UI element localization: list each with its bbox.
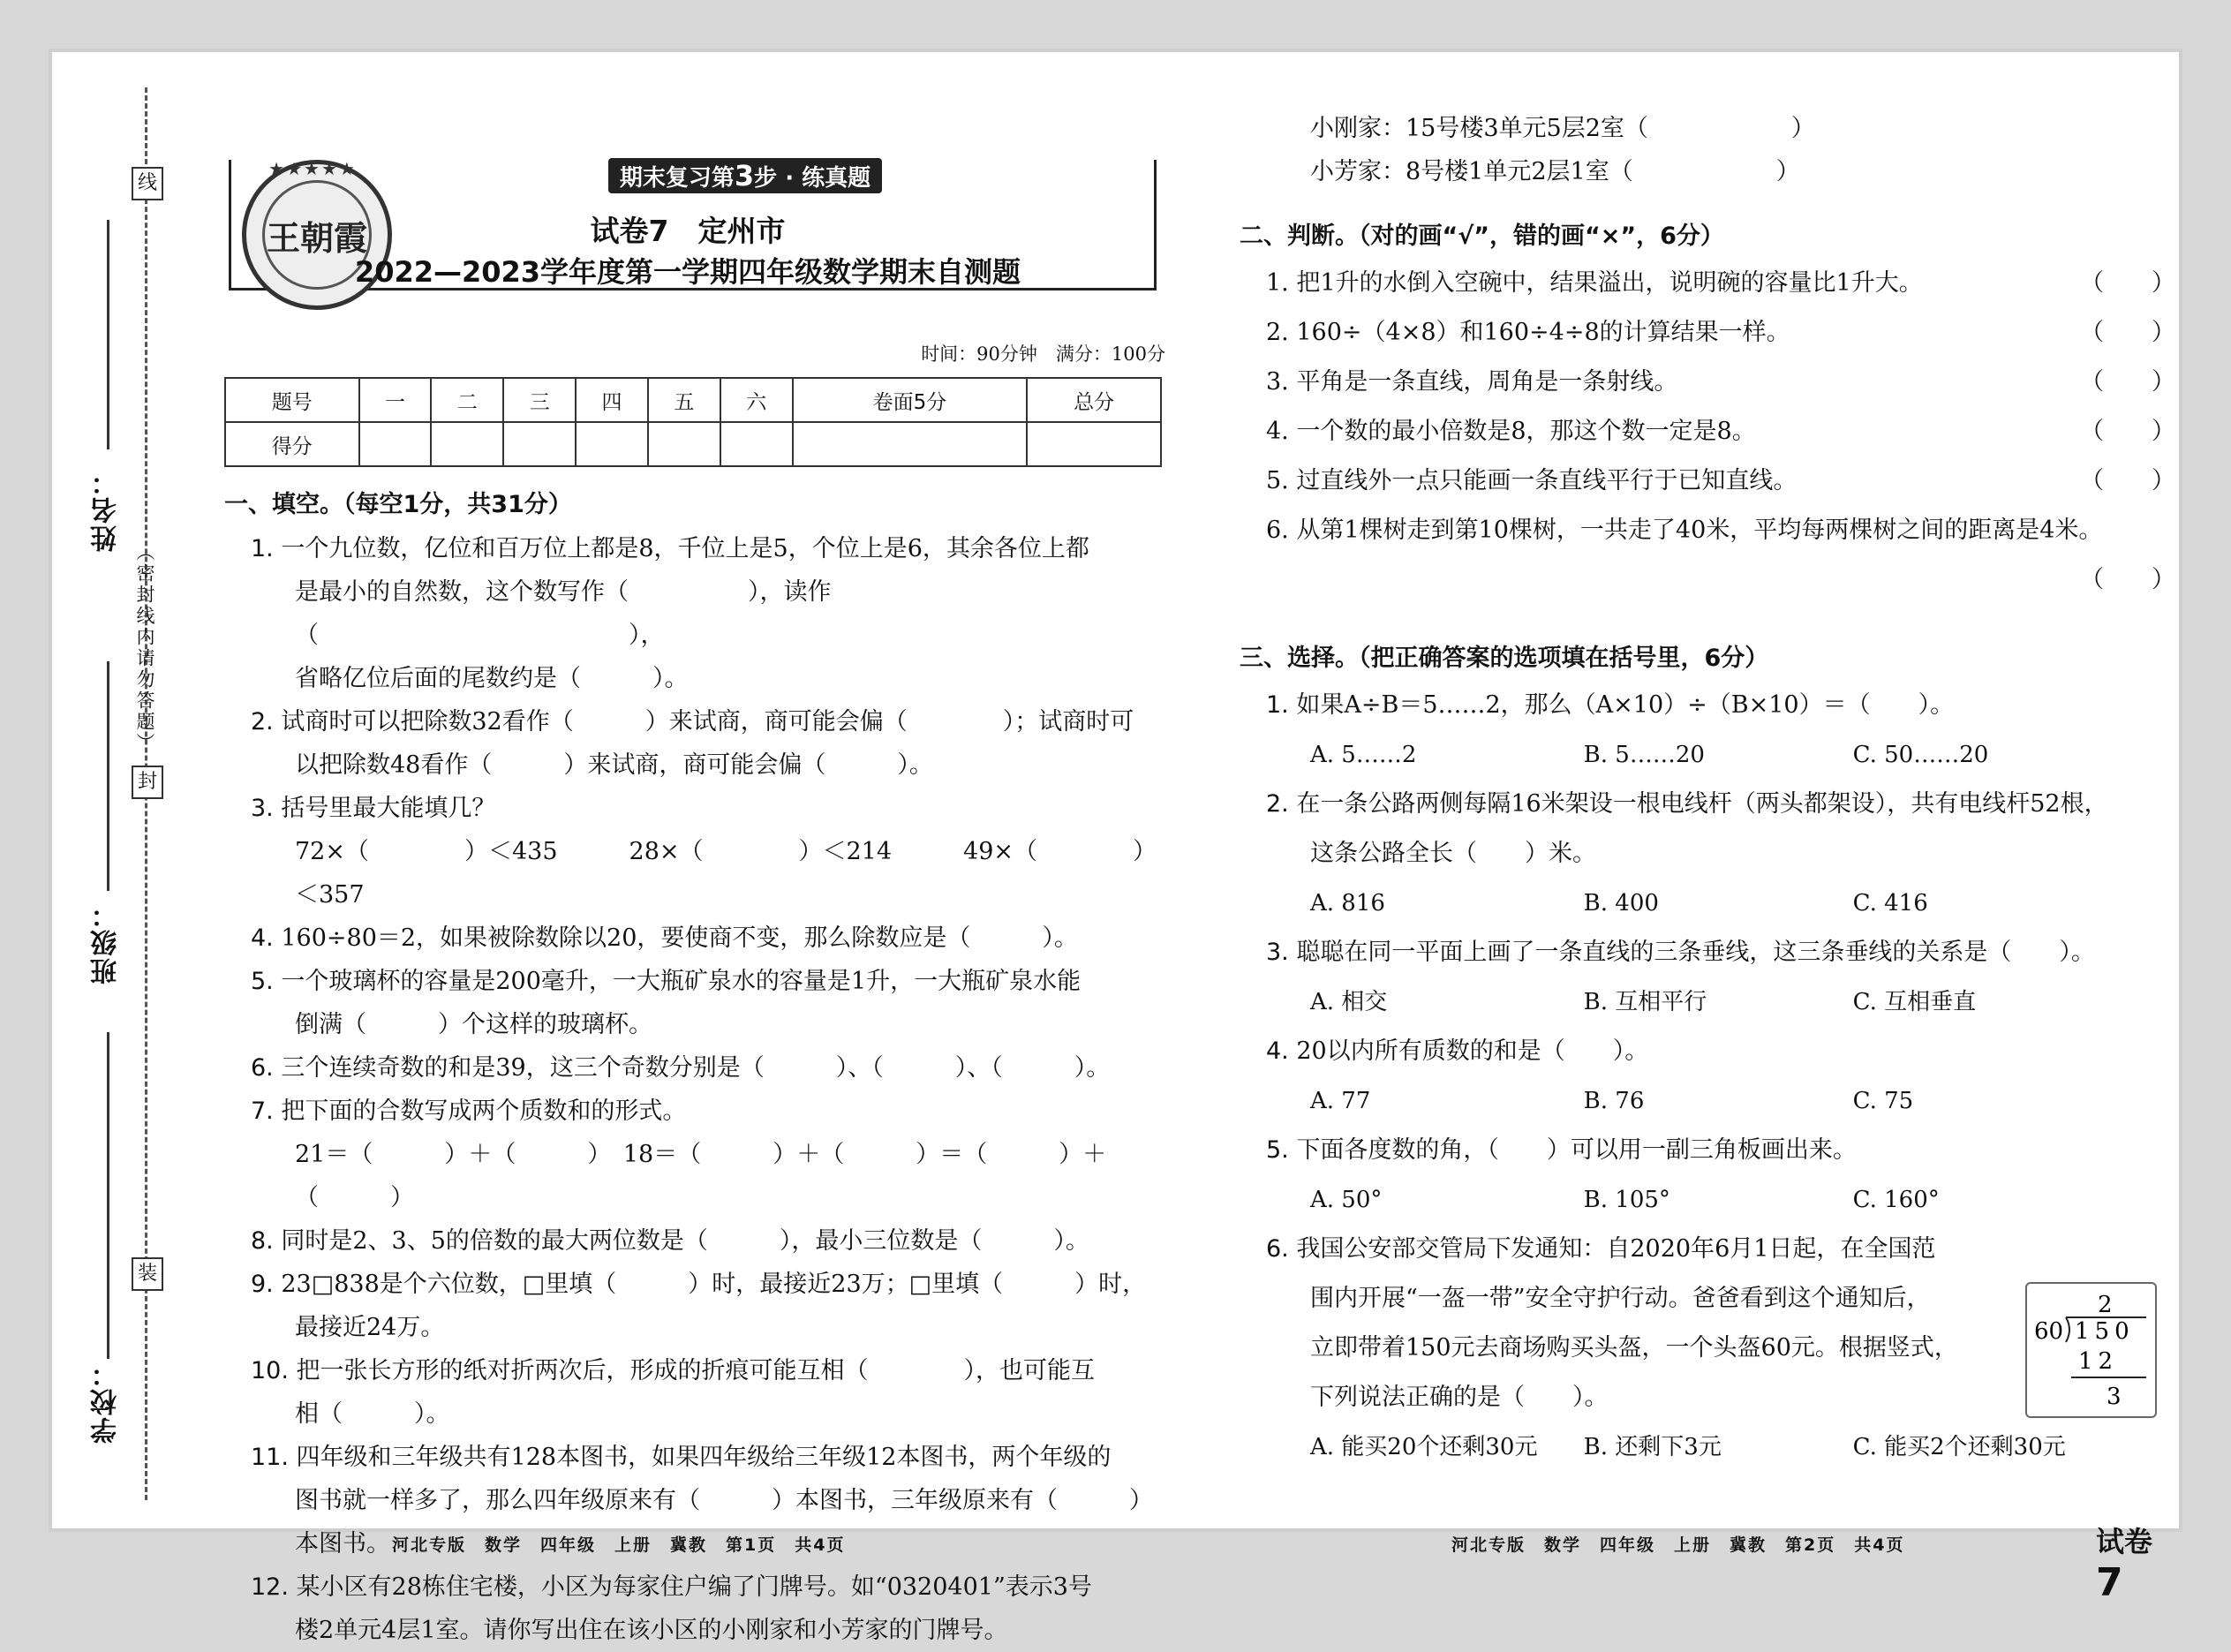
score-cell[interactable] [648,422,720,466]
choice-option[interactable]: C. 互相垂直 [1852,989,1977,1015]
choice-options [1240,730,2184,780]
choice-option[interactable]: A. 77 [1310,1088,1371,1114]
choice-number: 2. [1266,790,1289,818]
choice-option[interactable]: C. 160° [1852,1187,1940,1213]
question-number: 7. [251,1098,274,1125]
choice-option[interactable]: A. 5……2 [1310,742,1417,768]
question-number: 10. [251,1357,289,1384]
score-header-cell: 四 [576,378,648,422]
question-text: 四年级和三年级共有128本图书，如果四年级给三年级12本图书，两个年级的 [296,1444,1112,1471]
choice-question-line [1240,1027,2184,1076]
question-line [224,1436,1169,1479]
score-header-cell: 五 [648,378,720,422]
judge-paren[interactable]: （ ） [2080,319,2175,346]
choice-number: 1. [1266,691,1289,719]
question-number: 1. [251,535,274,562]
footer-left: 河北专版 数学 四年级 上册 冀教 第1页 共4页 [392,1535,846,1555]
question-line: 本图书。 [295,1530,390,1558]
house-number-line: 小芳家：8号楼1单元2层1室（ ） [1310,158,1800,185]
question-text: 试商时可以把除数32看作（ ）来试商，商可能会偏（ ）；试商时可 [281,708,1134,735]
question-text: 一个玻璃杯的容量是200毫升，一大瓶矿泉水的容量是1升，一大瓶矿泉水能 [281,968,1082,995]
school-line [107,1032,109,1359]
class-line [107,661,109,891]
choice-text: 在一条公路两侧每隔16米架设一根电线杆（两头都架设），共有电线杆52根， [1296,790,2108,818]
choice-question-line [1240,1126,2184,1175]
score-cell[interactable] [793,422,1028,466]
question-text: 23□838是个六位数，□里填（ ）时，最接近23万；□里填（ ）时， [281,1271,1147,1298]
house-number-line: 小刚家：15号楼3单元5层2室（ ） [1310,115,1815,142]
section-1-title: 一、填空。（每空1分，共31分） [224,491,572,518]
class-label: 班级： [91,900,122,984]
judge-paren[interactable]: （ ） [2080,368,2175,396]
score-header-cell: 题号 [225,378,359,422]
step-banner: 期末复习第3步 · 练真题 [608,158,882,193]
left-column [224,107,1169,1652]
section-2-items [1240,259,2184,605]
judge-item [1240,308,2184,358]
score-header-cell: 总分 [1027,378,1161,422]
choice-option[interactable]: C. 50……20 [1852,742,1989,768]
division-remainder: 3 [2107,1384,2122,1410]
division-quotient: 2 [2098,1292,2113,1318]
section-1-questions [224,527,1169,1652]
question-line [224,917,1169,960]
paper-title: 试卷7 定州市 [590,214,786,248]
question-text: 把一张长方形的纸对折两次后，形成的折痕可能互相（ ），也可能互 [296,1357,1096,1384]
paper-tag: 试卷7 [2096,1525,2153,1605]
question-line [224,1565,1169,1609]
section-2-title: 二、判断。（对的画“√”，错的画“×”，6分） [1240,223,1724,250]
choice-question-line: 围内开展“一盔一带”安全守护行动。爸爸看到这个通知后， [1310,1285,1931,1312]
choice-option[interactable]: B. 还剩下3元 [1583,1434,1722,1460]
score-cell[interactable] [431,422,503,466]
question-line [224,787,1169,830]
choice-option[interactable]: C. 75 [1852,1088,1914,1114]
judge-text: 把1升的水倒入空碗中，结果溢出，说明碗的容量比1升大。 [1296,269,1923,297]
judge-text: 平角是一条直线，周角是一条射线。 [1296,368,1678,396]
score-header-cell: 三 [503,378,576,422]
score-row-label: 得分 [225,422,359,466]
choice-option[interactable]: B. 互相平行 [1583,989,1707,1015]
score-header-cell: 一 [359,378,432,422]
paper-subtitle: 2022—2023学年度第一学期四年级数学期末自测题 [354,255,1021,289]
right-column [1240,107,2184,1472]
question-number: 3. [251,795,274,822]
logo-text: 王朝霞 [262,180,372,290]
choice-number: 6. [1266,1235,1289,1263]
question-line: 倒满（ ）个这样的玻璃杯。 [295,1011,652,1038]
question-line [224,700,1169,743]
question-number: 2. [251,708,274,735]
score-cell[interactable] [576,422,648,466]
score-header-cell: 二 [431,378,503,422]
score-cell[interactable] [503,422,576,466]
judge-paren[interactable]: （ ） [2080,418,2175,445]
binding-margin [52,52,185,1528]
choice-question-line [1240,928,2184,977]
choice-text: 20以内所有质数的和是（ ）。 [1296,1037,1649,1065]
bind-mark: 装 [132,1257,163,1291]
score-header-cell: 六 [720,378,793,422]
header-banner [224,107,1169,336]
question-text: 某小区有28栋住宅楼，小区为每家住户编了门牌号。如“0320401”表示3号 [296,1573,1092,1601]
question-line: 以把除数48看作（ ）来试商，商可能会偏（ ）。 [295,751,933,779]
choice-options [1240,1422,2184,1472]
judge-number: 1. [1266,269,1289,297]
choice-text: 我国公安部交管局下发通知：自2020年6月1日起，在全国范 [1296,1235,1936,1263]
choice-option[interactable]: C. 能买2个还剩30元 [1852,1434,2066,1460]
choice-option[interactable]: B. 5……20 [1583,742,1705,768]
judge-paren-line [1240,555,2184,605]
name-line [107,220,109,449]
question-number: 5. [251,968,274,995]
school-label: 学校： [91,1359,122,1444]
choice-options [1240,1076,2184,1126]
question-number: 9. [251,1271,274,1298]
seal-mark: 封 [132,766,163,799]
question-line: 是最小的自然数，这个数写作（ ），读作（ ）， [295,578,832,649]
question-line [224,1349,1169,1392]
division-product: 12 [2078,1348,2119,1375]
choice-question-line: 立即带着150元去商场购买头盔，一个头盔60元。根据竖式， [1310,1334,1958,1362]
q12-continued [1240,107,2184,193]
question-line [224,1219,1169,1263]
question-line: 相（ ）。 [295,1400,450,1428]
judge-item [1240,506,2184,555]
question-line [224,1263,1169,1306]
question-line [224,960,1169,1003]
judge-number: 6. [1266,517,1289,544]
choice-option[interactable]: C. 416 [1852,890,1928,917]
judge-text: 160÷（4×8）和160÷4÷8的计算结果一样。 [1296,319,1790,346]
judge-text: 过直线外一点只能画一条直线平行于已知直线。 [1296,467,1798,494]
question-number: 4. [251,924,274,952]
question-text: 把下面的合数写成两个质数和的形式。 [281,1098,687,1125]
judge-text: 从第1棵树走到第10棵树，一共走了40米，平均每两棵树之间的距离是4米。 [1296,517,2103,544]
name-label: 姓名： [91,467,122,552]
no-answer-notice: （密封线内请勿答题） [134,542,155,754]
question-line [224,1046,1169,1090]
choice-options [1240,1175,2184,1225]
choice-number: 4. [1266,1037,1289,1065]
time-info: 时间：90分钟 满分：100分 [921,343,1165,365]
judge-item [1240,259,2184,308]
choice-question-line: 下列说法正确的是（ ）。 [1310,1384,1609,1411]
choice-question-line [1240,681,2184,730]
choice-question-line: 这条公路全长（ ）米。 [1310,840,1596,867]
judge-paren[interactable]: （ ） [2080,269,2175,297]
footer-right: 河北专版 数学 四年级 上册 冀教 第2页 共4页 [1451,1535,1905,1555]
choice-option[interactable]: B. 105° [1583,1187,1670,1213]
question-number: 11. [251,1444,289,1471]
choice-options [1240,879,2184,928]
question-line: 楼2单元4层1室。请你写出住在该小区的小刚家和小芳家的门牌号。 [295,1617,1008,1644]
choice-text: 下面各度数的角，（ ）可以用一副三角板画出来。 [1296,1136,1857,1164]
question-text: 160÷80＝2，如果被除数除以20，要使商不变，那么除数应是（ ）。 [281,924,1078,952]
choice-option[interactable]: A. 816 [1310,890,1385,917]
line-mark: 线 [132,167,163,200]
long-division-figure [2025,1282,2157,1418]
question-line: 最接近24万。 [295,1314,445,1341]
choice-text: 聪聪在同一平面上画了一条直线的三条垂线，这三条垂线的关系是（ ）。 [1296,939,2095,966]
question-line: 21＝（ ）＋（ ） 18＝（ ）＋（ ）＝（ ）＋（ ） [295,1141,1107,1211]
question-line: 72×（ ）＜435 28×（ ）＜214 49×（ ）＜357 [295,838,1157,909]
judge-number: 5. [1266,467,1289,494]
score-cell[interactable] [720,422,793,466]
question-text: 一个九位数，亿位和百万位上都是8，千位上是5，个位上是6，其余各位上都 [281,535,1089,562]
score-table [224,377,1162,467]
judge-paren[interactable]: （ ） [2080,467,2175,494]
question-line [224,1090,1169,1133]
division-divisor: 60 [2034,1318,2064,1345]
division-dividend: 150 [2075,1318,2135,1345]
question-number: 12. [251,1573,289,1601]
choice-option[interactable]: A. 50° [1310,1187,1383,1213]
choice-question-line [1240,1225,2184,1274]
section-3-title: 三、选择。（把正确答案的选项填在括号里，6分） [1240,645,1769,672]
judge-number: 2. [1266,319,1289,346]
judge-number: 3. [1266,368,1289,396]
choice-options [1240,977,2184,1027]
question-text: 括号里最大能填几？ [281,795,496,822]
judge-number: 4. [1266,418,1289,445]
judge-item [1240,456,2184,506]
choice-option[interactable]: B. 400 [1583,890,1659,917]
question-number: 6. [251,1054,274,1082]
score-cell[interactable] [359,422,432,466]
choice-question-line [1240,780,2184,829]
question-line: 图书就一样多了，那么四年级原来有（ ）本图书，三年级原来有（ ） [295,1487,1153,1514]
question-text: 同时是2、3、5的倍数的最大两位数是（ ），最小三位数是（ ）。 [281,1227,1089,1255]
star-row-icon: ★★★★★ [268,158,357,179]
judge-item [1240,358,2184,407]
choice-number: 5. [1266,1136,1289,1164]
score-header-cell: 卷面5分 [793,378,1028,422]
choice-option[interactable]: A. 相交 [1310,989,1388,1015]
choice-option[interactable]: A. 能买20个还剩30元 [1310,1434,1538,1460]
question-number: 8. [251,1227,274,1255]
judge-item [1240,407,2184,456]
question-text: 三个连续奇数的和是39，这三个奇数分别是（ ）、（ ）、（ ）。 [281,1054,1111,1082]
question-line [224,527,1169,570]
score-cell[interactable] [1027,422,1161,466]
judge-paren[interactable]: （ ） [2080,566,2175,593]
judge-text: 一个数的最小倍数是8，那这个数一定是8。 [1296,418,1756,445]
exam-paper [49,49,2182,1644]
division-svg [2027,1284,2155,1416]
choice-option[interactable]: B. 76 [1583,1088,1645,1114]
choice-text: 如果A÷B＝5……2，那么（A×10）÷（B×10）＝（ ）。 [1296,691,1955,719]
question-line: 省略亿位后面的尾数约是（ ）。 [295,665,689,692]
choice-number: 3. [1266,939,1289,966]
